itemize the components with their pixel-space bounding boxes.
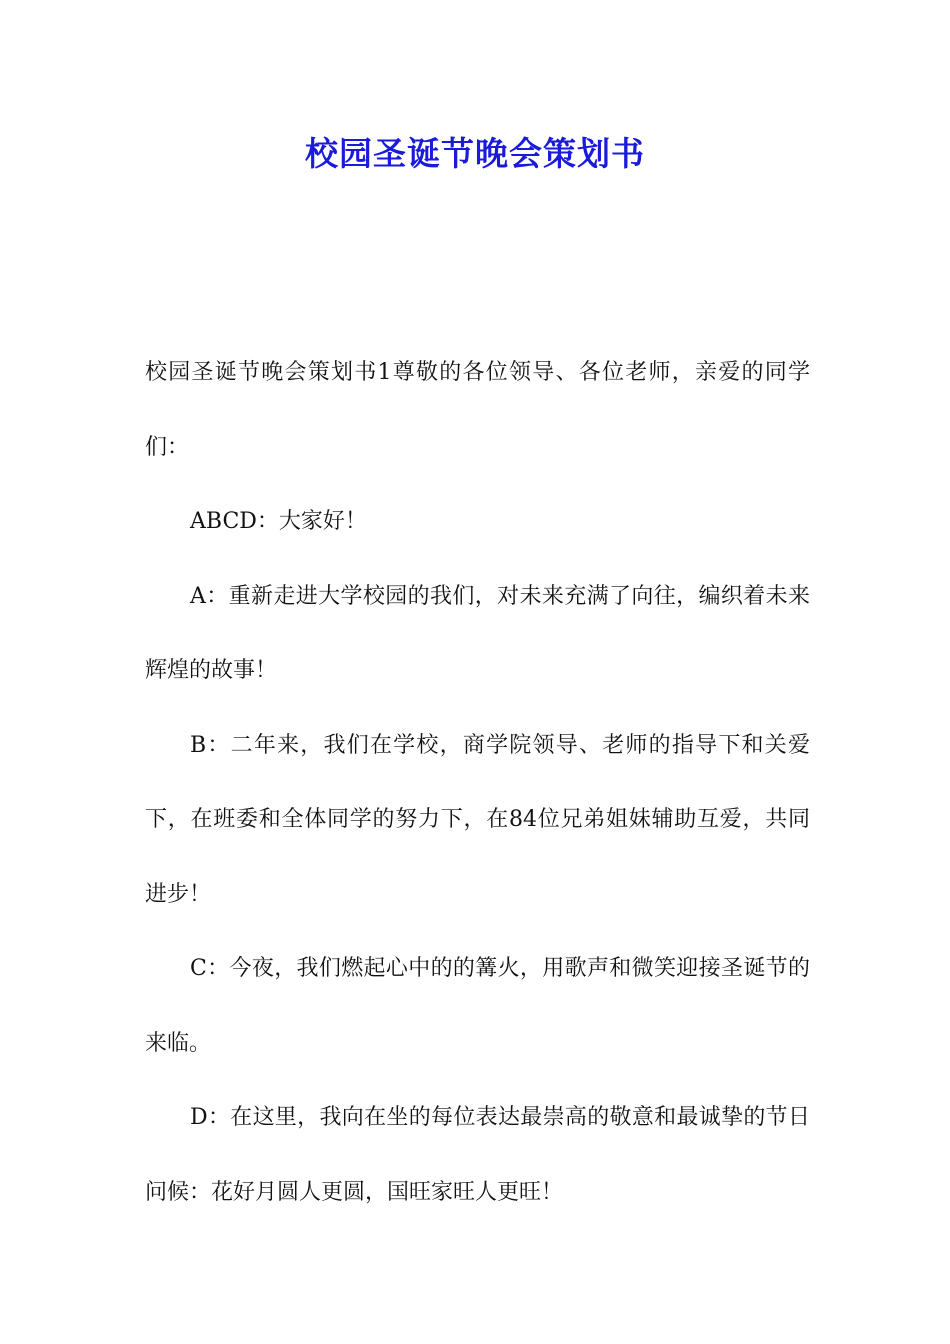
paragraph-c: C：今夜，我们燃起心中的的篝火，用歌声和微笑迎接圣诞节的来临。 bbox=[145, 956, 810, 1056]
paragraph-d: D：在这里，我向在坐的每位表达最崇高的敬意和最诚挚的节日问候：花好月圆人更圆，国旺家旺人更旺！ bbox=[145, 1105, 810, 1205]
paragraph-salutation: 校园圣诞节晚会策划书1尊敬的各位领导、各位老师，亲爱的同学们： bbox=[145, 360, 810, 460]
paragraph-greeting: ABCD：大家好！ bbox=[190, 509, 367, 534]
document-title: 校园圣诞节晚会策划书 bbox=[305, 134, 645, 173]
paragraph-b: B：二年来，我们在学校，商学院领导、老师的指导下和关爱下，在班委和全体同学的努力下，在84位兄弟姐妹辅助互爱，共同进步！ bbox=[145, 732, 810, 907]
paragraph-a: A：重新走进大学校园的我们，对未来充满了向往，编织着未来辉煌的故事！ bbox=[145, 583, 810, 683]
document-body bbox=[145, 336, 810, 1230]
